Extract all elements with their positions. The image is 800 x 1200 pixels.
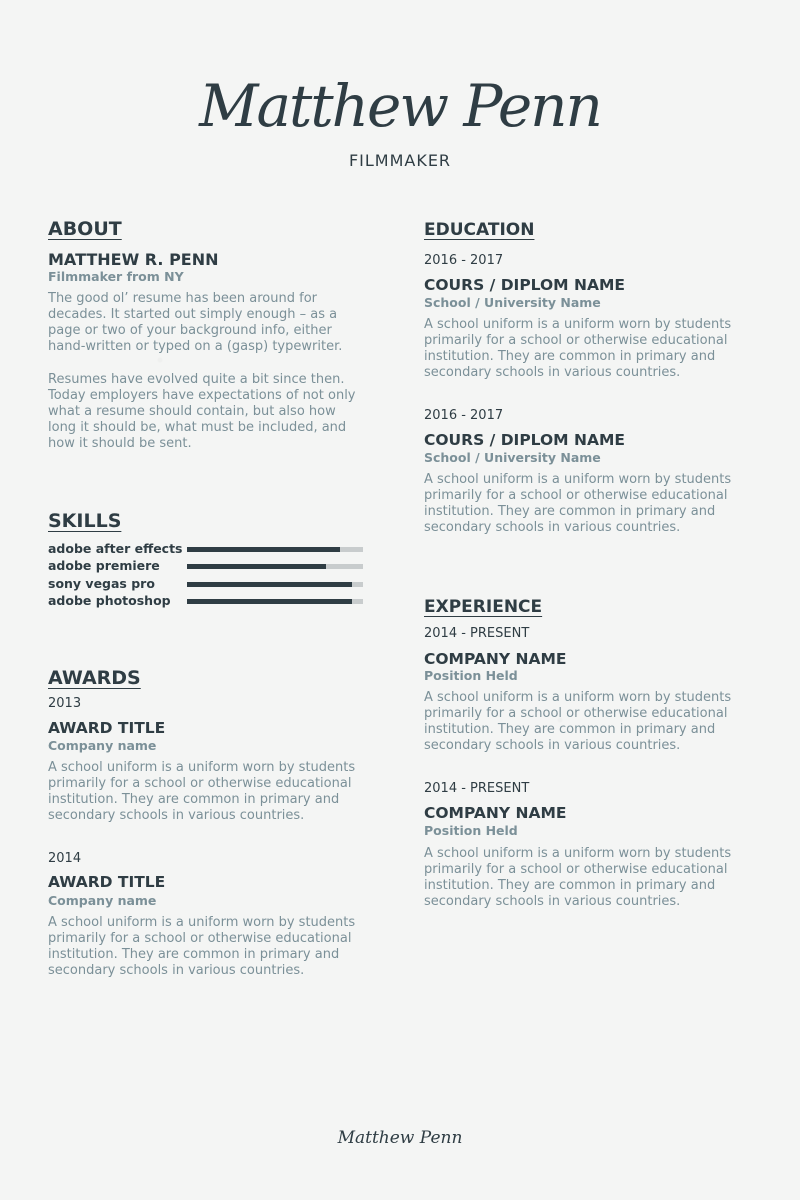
education-title-entry: COURS / DIPLOM NAME: [424, 276, 625, 294]
experience-description: A school uniform is a uniform worn by students primarily for a school or otherwise educational institution. They are common in primary and secondary schools in various countries.: [424, 690, 732, 753]
education-school: School / University Name: [424, 450, 601, 465]
skill-label: adobe premiere: [48, 558, 160, 573]
skill-bar-fill: [187, 582, 352, 587]
skill-bar: [187, 582, 363, 587]
awards-title: AWARDS: [48, 667, 141, 689]
education-description: A school uniform is a uniform worn by students primarily for a school or otherwise educational institution. They are common in primary and secondary schools in various countries.: [424, 472, 732, 535]
experience-position: Position Held: [424, 668, 518, 683]
about-paragraph-2: Resumes have evolved quite a bit since then. Today employers have expectations of not only what a resume should contain, but also how long it should be, what must be included, and how it should be sent.: [48, 372, 356, 451]
award-description: A school uniform is a uniform worn by students primarily for a school or otherwise educational institution. They are common in primary and secondary schools in various countries.: [48, 760, 356, 823]
award-year: 2013: [48, 696, 82, 711]
experience-company: COMPANY NAME: [424, 804, 567, 822]
skill-row: [48, 541, 366, 558]
education-year: 2016 - 2017: [424, 253, 504, 268]
award-title: AWARD TITLE: [48, 719, 166, 737]
skill-bar: [187, 547, 363, 552]
experience-title: EXPERIENCE: [424, 597, 543, 617]
skill-bar: [187, 564, 363, 569]
skill-bar-fill: [187, 564, 326, 569]
award-company: Company name: [48, 738, 157, 753]
education-description: A school uniform is a uniform worn by students primarily for a school or otherwise educational institution. They are common in primary and secondary schools in various countries.: [424, 317, 732, 380]
about-name: MATTHEW R. PENN: [48, 250, 219, 269]
skill-label: adobe photoshop: [48, 593, 171, 608]
experience-year: 2014 - PRESENT: [424, 781, 530, 796]
award-title: AWARD TITLE: [48, 873, 166, 891]
header-name: Matthew Penn: [199, 72, 601, 140]
education-year: 2016 - 2017: [424, 408, 504, 423]
header-role: FILMMAKER: [348, 151, 452, 170]
experience-description: A school uniform is a uniform worn by students primarily for a school or otherwise educational institution. They are common in primary and secondary schools in various countries.: [424, 846, 732, 909]
footer-signature: Matthew Penn: [337, 1128, 463, 1148]
award-description: A school uniform is a uniform worn by students primarily for a school or otherwise educational institution. They are common in primary and secondary schools in various countries.: [48, 915, 356, 978]
skill-row: [48, 593, 366, 610]
skill-label: adobe after effects: [48, 541, 183, 556]
experience-company: COMPANY NAME: [424, 650, 567, 668]
experience-year: 2014 - PRESENT: [424, 626, 530, 641]
about-paragraph-1: The good ol’ resume has been around for decades. It started out simply enough – as a page or two of your background info, either hand-written or typed on a (gasp) typewriter.: [48, 291, 343, 354]
skill-bar-fill: [187, 547, 340, 552]
award-company: Company name: [48, 893, 157, 908]
education-title: EDUCATION: [424, 220, 535, 240]
skill-bar: [187, 599, 363, 604]
education-school: School / University Name: [424, 295, 601, 310]
experience-position: Position Held: [424, 823, 518, 838]
skill-bar-fill: [187, 599, 352, 604]
about-subtitle: Filmmaker from NY: [48, 269, 184, 284]
skill-row: [48, 576, 366, 593]
education-title-entry: COURS / DIPLOM NAME: [424, 431, 625, 449]
skill-label: sony vegas pro: [48, 576, 155, 591]
award-year: 2014: [48, 851, 82, 866]
skills-title: SKILLS: [48, 510, 122, 532]
skill-row: [48, 558, 366, 575]
about-title: ABOUT: [48, 218, 122, 240]
